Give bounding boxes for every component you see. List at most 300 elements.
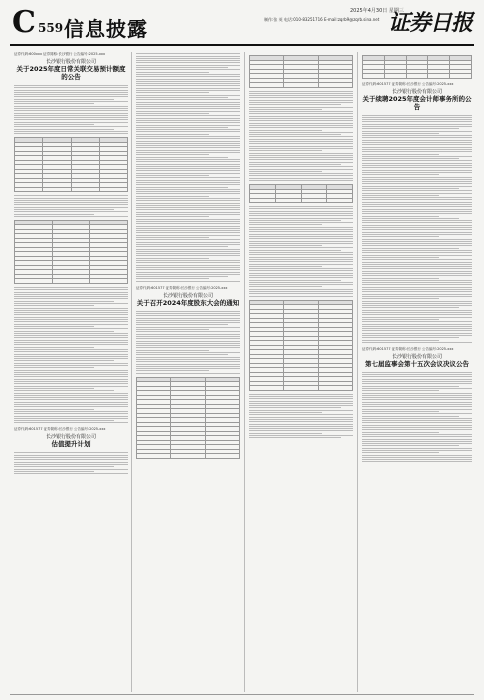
text-line [136,255,240,256]
announcement-1 [14,52,128,81]
text-line [362,388,472,389]
text-line [249,150,322,151]
text-line [249,410,353,411]
text-line [14,388,94,389]
text-line [136,69,240,70]
company-name: 长沙银行股份有限公司 [391,353,442,360]
text-line [362,144,472,145]
text-line [136,251,240,252]
text-line [362,278,439,279]
text-line [136,115,240,116]
text-line [136,361,240,362]
text-line [249,113,353,114]
text-line [249,264,353,265]
text-line [14,351,128,352]
text-line [14,108,128,109]
text-line [249,428,353,429]
text-line [249,125,353,126]
table-row [250,83,353,88]
text-line [249,104,341,105]
text-line [362,158,459,159]
text-line [362,239,472,240]
body-text [136,53,240,281]
text-line [14,464,128,465]
text-line [249,396,353,397]
data-table [14,220,128,284]
text-line [136,345,240,346]
column-divider [131,52,132,692]
text-line [136,350,209,351]
text-line [362,170,472,171]
text-line [362,199,472,200]
text-line [14,331,114,332]
issue-date: 2025年4月30日 星期三 [350,8,404,14]
text-line [136,223,240,224]
text-line [362,225,472,226]
text-line [362,151,472,152]
text-line [249,236,353,237]
text-line [249,118,353,119]
table-cell [284,83,318,88]
text-line [249,146,353,147]
text-line [136,373,240,374]
text-line [14,372,128,373]
text-line [14,386,128,387]
text-line [249,153,353,154]
text-line [136,370,209,371]
text-line [362,317,472,318]
text-line [136,219,240,220]
text-line [249,273,353,274]
text-line [362,379,472,380]
body-text [14,195,128,217]
text-line [136,207,240,208]
text-line [249,403,353,404]
text-line [249,241,353,242]
text-line [362,340,439,341]
text-line [14,99,114,100]
text-line [136,267,240,268]
text-line [362,204,472,205]
text-line [249,95,353,96]
text-line [362,271,472,272]
table-cell [450,74,472,79]
text-line [362,243,472,244]
text-line [14,324,128,325]
text-line [362,177,472,178]
stock-code-line: 证券代码:601577 证券简称:长沙银行 公告编号:2025-xxx [362,346,454,351]
table-cell [384,74,406,79]
text-line [362,140,472,141]
text-line [14,319,128,320]
table-cell [137,454,171,459]
text-line [362,395,472,396]
stock-code-line: 证券代码:600xxx 证券简称:长沙银行 公告编号:2025-xxx [14,52,106,56]
body-text [14,452,128,474]
text-line [362,298,439,299]
text-line [362,167,472,168]
text-line [249,412,322,413]
text-line [249,111,353,112]
body-text [362,115,472,343]
text-line [362,213,472,214]
body-text [249,91,353,182]
text-line [14,326,94,327]
text-line [362,131,472,132]
text-line [362,461,472,462]
text-line [362,441,472,442]
text-line [14,395,128,396]
text-line [14,459,128,460]
text-line [136,56,240,57]
text-line [362,179,472,180]
text-line [362,287,472,288]
text-line [249,166,353,167]
table-row [250,198,353,203]
text-line [136,246,228,247]
announcement-4 [362,82,472,111]
text-line [136,111,240,112]
table-row [15,187,128,192]
text-line [362,425,472,426]
text-line [249,250,341,251]
data-table [249,184,353,203]
text-line [136,276,228,277]
table-cell [275,198,301,203]
text-line [14,363,128,364]
text-line [14,101,128,102]
text-line [362,324,472,325]
text-line [249,93,353,94]
text-line [249,134,341,135]
text-line [14,413,128,414]
text-line [136,189,240,190]
text-line [362,411,439,412]
text-line [136,209,240,210]
text-line [136,212,240,213]
text-line [362,439,472,440]
body-text [136,311,240,374]
text-line [362,160,472,161]
text-line [249,257,353,258]
text-line [362,376,472,377]
text-line [136,122,240,123]
text-line [362,142,472,143]
text-line [14,133,128,134]
table-cell [250,386,284,391]
text-line [136,320,240,321]
text-line [136,76,240,77]
text-line [362,418,472,419]
text-line [362,202,472,203]
text-line [249,424,353,425]
text-line [136,311,240,312]
text-line [362,135,472,136]
text-line [136,62,240,63]
text-line [362,124,472,125]
text-line [14,301,114,302]
data-table [249,55,353,88]
text-line [136,200,240,201]
text-line [136,198,240,199]
text-line [14,342,128,343]
text-line [136,166,240,167]
text-line [362,234,472,235]
text-line [136,203,240,204]
text-line [362,275,472,276]
text-line [249,224,322,225]
text-line [249,141,353,142]
text-line [362,374,472,375]
text-line [362,241,472,242]
text-line [14,393,128,394]
text-line [136,161,240,162]
text-line [14,85,128,86]
text-line [136,235,240,236]
text-line [249,398,353,399]
text-line [136,72,209,73]
text-line [136,120,240,121]
text-line [249,132,353,133]
text-line [249,286,322,287]
table-cell [15,279,53,284]
text-line [362,154,439,155]
text-line [136,97,228,98]
text-line [249,148,353,149]
text-line [14,126,128,127]
text-line [14,466,114,467]
text-line [136,187,228,188]
text-line [362,296,472,297]
text-line [136,272,240,273]
table-cell [52,279,90,284]
text-line [136,145,240,146]
table-cell [15,187,43,192]
text-line [136,65,240,66]
text-line [249,159,353,160]
text-line [14,356,128,357]
text-line [136,341,240,342]
text-line [136,131,240,132]
text-line [14,354,128,355]
text-line [362,218,459,219]
text-line [362,119,472,120]
body-text [249,394,353,439]
text-line [14,103,94,104]
text-line [14,115,128,116]
text-line [362,195,439,196]
text-line [136,58,240,59]
text-line [249,245,322,246]
text-line [14,292,128,293]
column-4 [362,52,472,692]
table-cell [43,187,71,192]
text-line [362,115,472,116]
text-line [14,349,128,350]
text-line [249,289,353,290]
announcement-title: 第七届监事会第十五次会议决议公告 [365,359,469,368]
body-text [362,372,472,463]
text-line [362,172,472,173]
text-line [14,317,128,318]
text-line [249,173,353,174]
text-line [14,211,128,212]
text-line [362,147,472,148]
text-line [136,127,228,128]
text-line [136,327,240,328]
text-line [136,83,240,84]
text-line [362,174,439,175]
text-line [249,157,353,158]
text-line [136,278,209,279]
section-letter: C [12,5,36,40]
announcement-5 [362,347,472,368]
text-line [14,131,128,132]
text-line [362,342,472,343]
text-line [136,196,209,197]
text-line [136,150,240,151]
table-cell [301,198,327,203]
text-line [249,227,353,228]
text-line [136,106,240,107]
text-line [136,157,228,158]
text-line [249,155,353,156]
text-line [249,284,353,285]
text-line [136,239,240,240]
text-line [14,113,128,114]
text-line [249,178,353,179]
text-line [362,372,472,373]
table-cell [318,83,352,88]
text-line [136,214,240,215]
text-line [136,269,240,270]
text-line [136,359,240,360]
text-line [249,234,353,235]
text-line [249,130,322,131]
text-line [136,352,240,353]
announcement-title: 关于召开2024年度股东大会的通知 [136,298,240,307]
text-line [14,335,128,336]
text-line [362,206,472,207]
text-line [136,79,240,80]
text-line [136,347,240,348]
text-line [362,259,472,260]
text-line [362,397,472,398]
text-line [14,452,128,453]
text-line [249,136,353,137]
text-line [362,406,472,407]
text-line [136,313,240,314]
text-line [249,120,353,121]
text-line [362,133,439,134]
text-line [136,134,209,135]
text-line [14,374,128,375]
text-line [249,243,353,244]
text-line [249,206,353,207]
text-line [136,154,209,155]
text-line [14,422,128,423]
text-line [249,238,353,239]
table-cell [363,74,385,79]
text-line [14,308,128,309]
text-line [249,222,353,223]
column-3 [249,52,353,692]
text-line [249,407,341,408]
text-line [136,143,240,144]
text-line [249,414,353,415]
text-line [362,149,472,150]
text-line [249,107,353,108]
body-text [14,85,128,134]
text-line [362,404,472,405]
text-line [14,473,128,474]
text-line [249,116,353,117]
text-line [362,248,459,249]
text-line [136,125,240,126]
text-line [14,381,128,382]
text-line [362,307,459,308]
text-line [249,277,353,278]
text-line [362,337,459,338]
text-line [249,266,322,267]
text-line [362,427,472,428]
company-name: 长沙银行股份有限公司 [162,292,213,299]
text-line [249,127,353,128]
text-line [362,390,439,391]
text-line [136,318,240,319]
table-cell [318,386,352,391]
text-line [249,252,353,253]
text-line [249,215,353,216]
text-line [362,383,472,384]
body-text [249,206,353,297]
text-line [362,284,472,285]
table-cell [205,454,239,459]
text-line [136,184,240,185]
text-line [249,143,353,144]
text-line [362,432,439,433]
text-line [249,180,353,181]
text-line [136,92,209,93]
text-line [14,129,114,130]
text-line [249,102,353,103]
text-line [249,109,322,110]
text-line [136,315,240,316]
column-1 [14,52,128,692]
text-line [249,100,353,101]
text-line [14,404,128,405]
text-line [249,433,322,434]
text-line [14,294,128,295]
text-line [362,209,472,210]
text-line [136,104,240,105]
text-line [14,379,128,380]
data-table [136,377,240,459]
text-line [136,262,240,263]
text-line [362,448,472,449]
text-line [362,193,472,194]
text-line [362,257,439,258]
text-line [136,364,240,365]
text-line [14,122,128,123]
text-line [136,281,240,282]
text-line [249,175,353,176]
stock-code-line: 证券代码:601577 证券简称:长沙银行 公告编号:2025-xxx [14,427,106,432]
text-line [14,124,94,125]
text-line [14,455,128,456]
text-line [362,268,472,269]
footer-rule [10,694,474,695]
